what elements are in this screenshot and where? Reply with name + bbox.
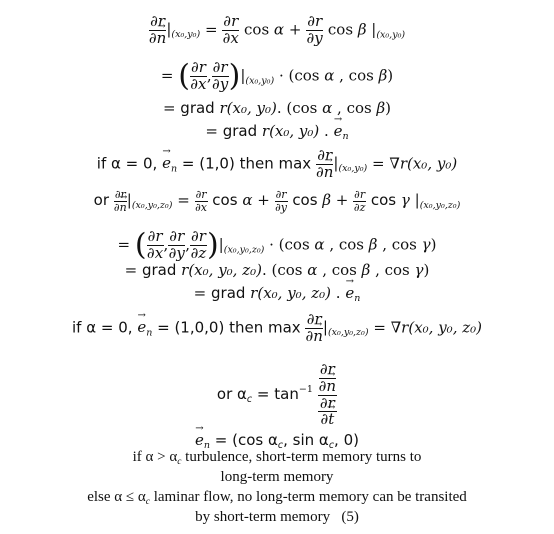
eq-line-11: or $\alpha_c = \tan^{-1}$ ∂r ∂→ n ∂r ∂→ t — [0, 362, 554, 428]
text-line-3: else $\alpha \le \alpha_c$ laminar flow, no long-term memory can be transited — [87, 489, 467, 507]
eq-line-6: or $\frac{\partial r}{\partial\to n}$ $|_{(x_0,y_0,z_0)}$ = $\frac{\partial r}{\partial x}$ cos α + $\frac{\partial r}{\partial y}$ cos β + $\frac{\partial r}{\partial z}$ cos γ $|_{(x_0,y_0,z_0)}$ — [0, 189, 554, 213]
eq-line-2: = ( $\frac{\partial r}{\partial x}$ , $\frac{\partial r}{\partial y}$ )$|_{(x_0,y_0)} \cdot (\cos$ α , cos β) — [160, 58, 394, 94]
text-line-2: long-term memory — [220, 469, 334, 485]
eq-line-4: = grad r(x₀, y₀) . → $e_n$ — [0, 124, 554, 142]
eq-line-10: if α = 0, → $e_n = (1,0,0)$ then max $\frac{\partial r}{\partial\to n}$ $|_{(x_0,y_0,z_0)} = \nabla r(x_0$, y₀, z₀) — [0, 312, 554, 345]
equation-number: (5) — [341, 509, 359, 525]
eq-line-5: if α = 0, → $e_n = (1,0)$ then max $\frac{\partial r}{\partial\to n}$ $|_{(x_0,y_0)} = \nabla r(x_0$, y₀) — [0, 148, 554, 181]
eq-line-9: = grad r(x₀, y₀, z₀) . → $e_n$ — [0, 286, 554, 304]
eq-line-7: = ( $\frac{\partial r}{\partial x}$ , $\frac{\partial r}{\partial y}$ , $\frac{\partial r}{\partial z}$ )$|_{(x_0,y_0,z_0)} \cdot (\cos$ α , cos β , cos γ) — [117, 227, 437, 263]
text-line-1: if $\alpha > \alpha_c$ turbulence, short-term memory turns to — [132, 449, 422, 467]
eq-line-3: = grad r(x₀, y₀). (cos α , cos β) — [162, 99, 392, 117]
text-line-4: by short-term memory (5) — [195, 509, 359, 525]
eq-line-8: = grad r(x₀, y₀, z₀). (cos α , cos β , cos γ) — [124, 261, 430, 279]
eq-line-1: $\frac{\partial r}{\partial\to n}$ $|_{(x_0,y_0)}$ = $\frac{\partial r}{\partial x}$ cos α + $\frac{\partial r}{\partial y}$ cos β $|_{(x_0,y_0)}$ — [0, 14, 554, 47]
eq-line-12: → $e_n = (\cos$ $\alpha_c$, $\sin \alpha_c$, 0) — [0, 433, 554, 451]
